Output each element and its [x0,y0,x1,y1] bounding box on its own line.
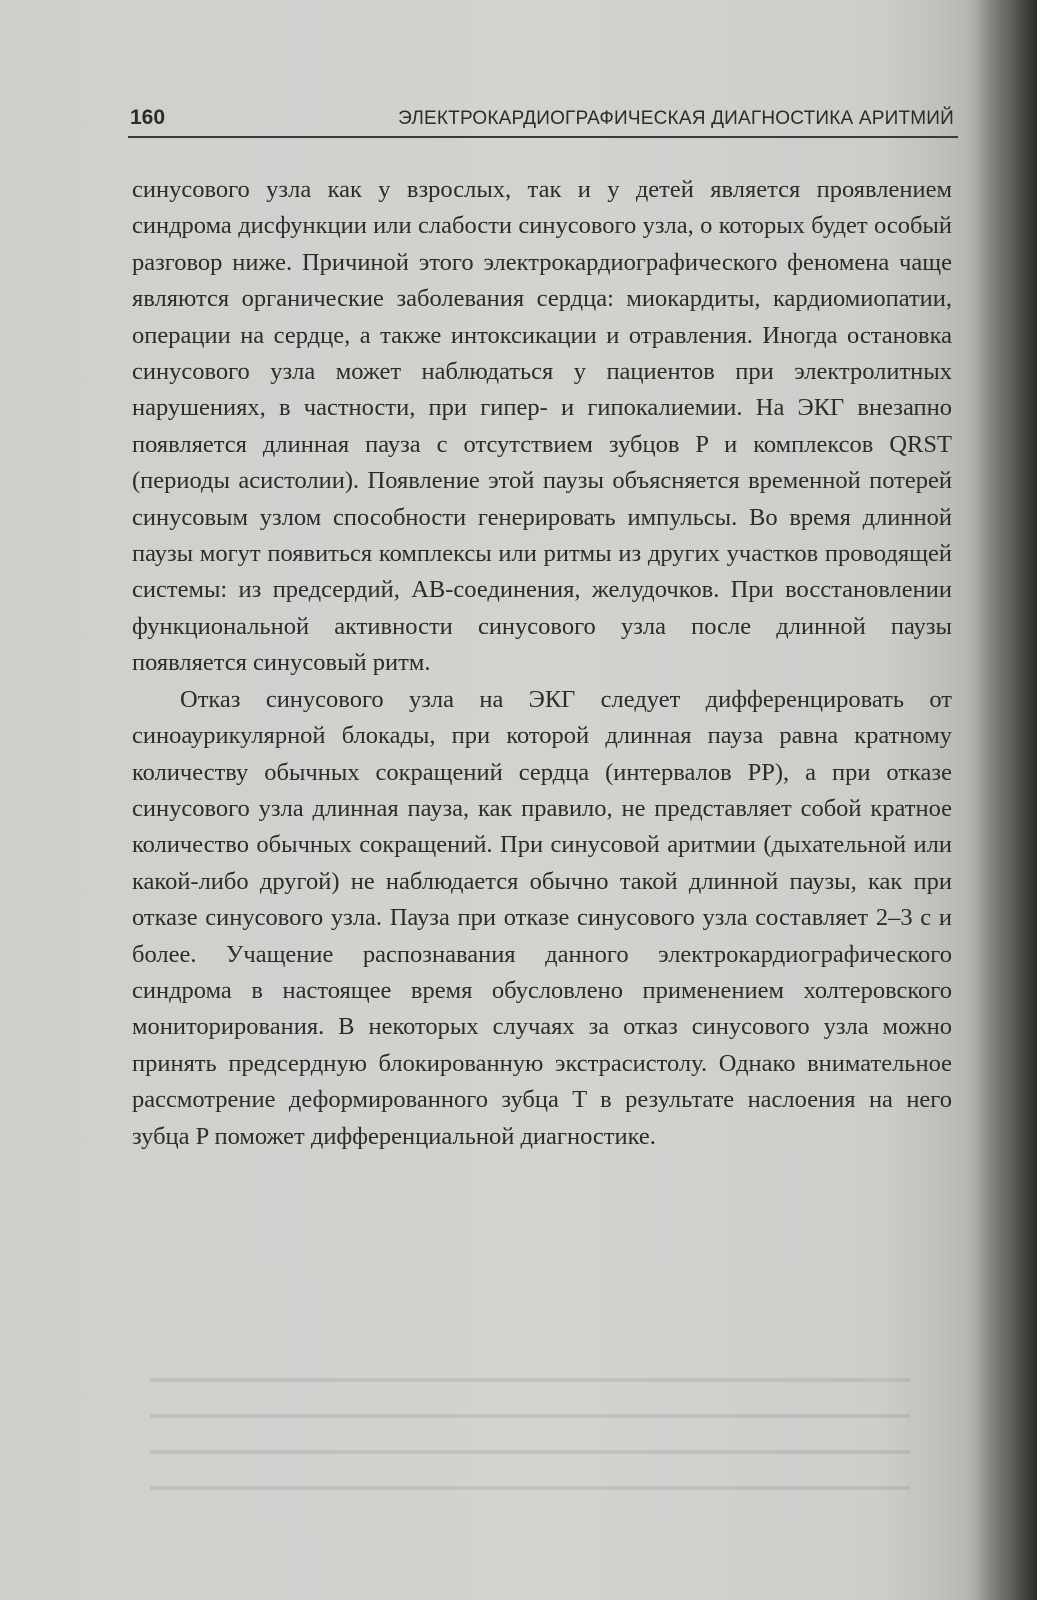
page-header [128,102,958,138]
show-through-text [150,1378,910,1538]
paragraph-2: Отказ синусового узла на ЭКГ следует дифференцировать от синоаурикулярной блокады, при которой длинная пауза равна кратному количеству обычных сокращений сердца (интервалов PP), а при отказе синусового узла длинная пауза, как правило, не представляет собой кратное количество обычных сокращений. При синусовой аритмии (дыхательной или какой-либо другой) не наблюдается обычно такой длинной паузы, как при отказе синусового узла. Пауза при отказе синусового узла составляет 2–3 с и более. Учащение распознавания данного электрокардиографического синдрома в настоящее время обусловлено применением холтеровского мониторирования. В некоторых случаях за отказ синусового узла можно принять предсердную блокированную экстрасистолу. Однако внимательное рассмотрение деформированного зубца T в результате наслоения на него зубца P поможет дифференциальной диагностике. [132,685,952,1150]
paragraph-1: синусового узла как у взрослых, так и у детей является проявлением синдрома дисфункции или слабости синусового узла, о которых будет особый разговор ниже. Причиной этого электрокардиографического феномена чаще являются органические заболевания сердца: миокардиты, кардиомиопатии, операции на сердце, а также интоксикации и отравления. Иногда остановка синусового узла может наблюдаться у пациентов при электролитных нарушениях, в частности, при гипер- и гипокалиемии. На ЭКГ внезапно появляется длинная пауза с отсутствием зубцов P и комплексов QRST (периоды асистолии). Появление этой паузы объясняется временной потерей синусовым узлом способности генерировать импульсы. Во время длинной паузы могут появиться комплексы или ритмы из других участков проводящей системы: из предсердий, АВ-соединения, желудочков. При восстановлении функциональной активности синусового узла после длинной паузы появляется синусовый ритм. [132,176,952,677]
spine-shadow [977,0,1037,1600]
body-text [132,172,952,1155]
page-number: 160 [130,106,166,129]
running-title: ЭЛЕКТРОКАРДИОГРАФИЧЕСКАЯ ДИАГНОСТИКА АРИТМИЙ [398,108,954,129]
